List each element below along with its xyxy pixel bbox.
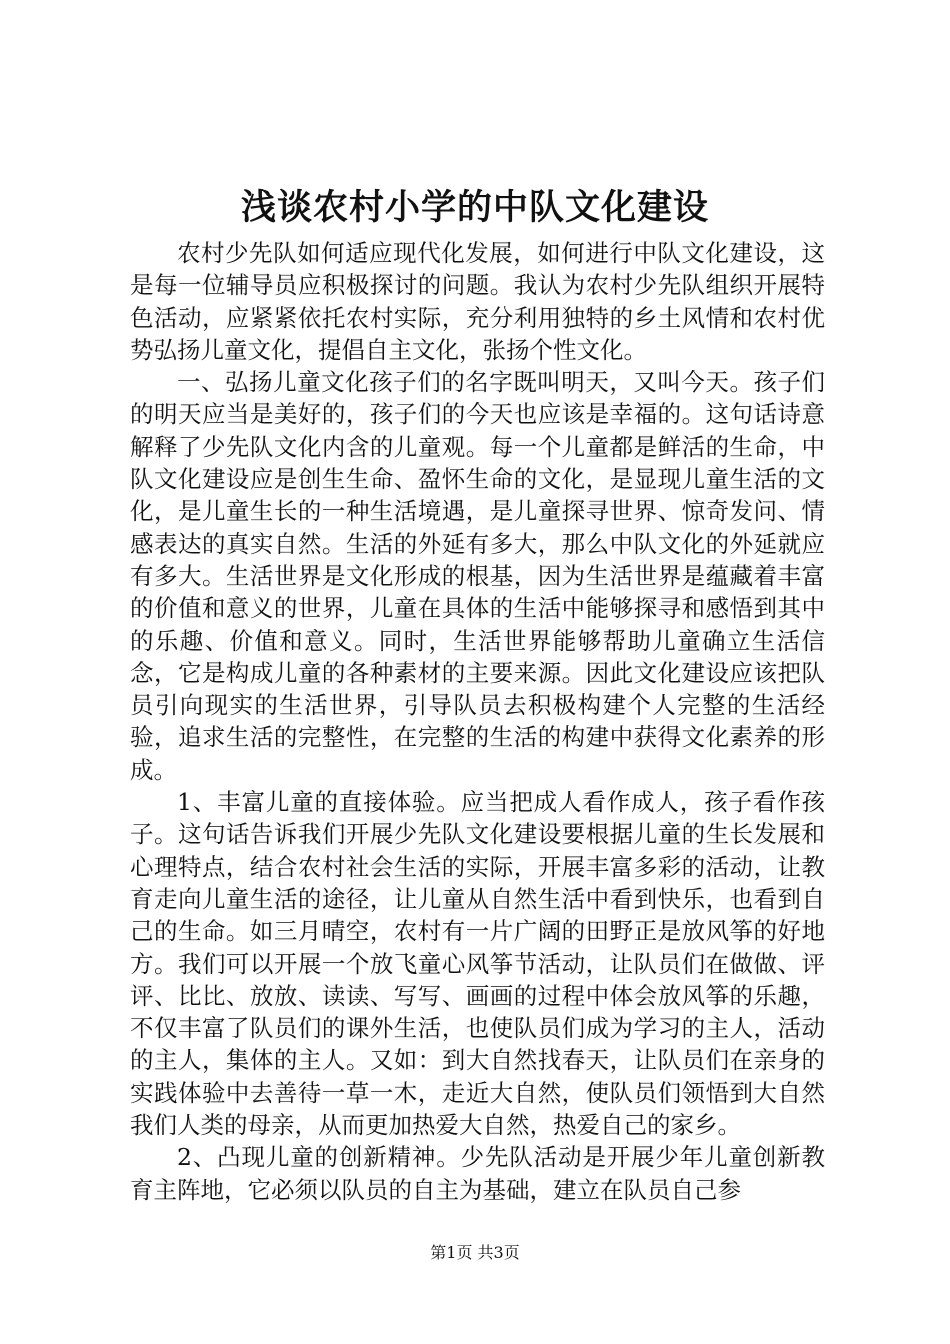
- paragraph-intro: 农村少先队如何适应现代化发展，如何进行中队文化建设，这是每一位辅导员应积极探讨的问题。我认为农村少先队组织开展特色活动，应紧紧依托农村实际，充分利用独特的乡土风情和农村优势弘扬儿童文化，提倡自主文化，张扬个性文化。: [130, 239, 825, 364]
- document-title: 浅谈农村小学的中队文化建设: [240, 187, 709, 228]
- page-footer: 第1页 共3页: [430, 1243, 520, 1262]
- paragraph-section-1: 一、弘扬儿童文化孩子们的名字既叫明天，又叫今天。孩子们的明天应当是美好的，孩子们的今天也应该是幸福的。这句话诗意解释了少先队文化内含的儿童观。每一个儿童都是鲜活的生命，中队文化建设应是创生生命、盈怀生命的文化，是显现儿童生活的文化，是儿童生长的一种生活境遇，是儿童探寻世界、惊奇发问、情感表达的真实自然。生活的外延有多大，那么中队文化的外延就应有多大。生活世界是文化形成的根基，因为生活世界是蕴藏着丰富的价值和意义的世界，儿童在具体的生活中能够探寻和感悟到其中的乐趣、价值和意义。同时，生活世界能够帮助儿童确立生活信念，它是构成儿童的各种素材的主要来源。因此文化建设应该把队员引向现实的生活世界，引导队员去积极构建个人完整的生活经验，追求生活的完整性，在完整的生活的构建中获得文化素养的形成。: [130, 368, 825, 784]
- paragraph-item-2: 2、凸现儿童的创新精神。少先队活动是开展少年儿童创新教育主阵地，它必须以队员的自主为基础，建立在队员自己参: [130, 1143, 825, 1204]
- paragraph-item-1: 1、丰富儿童的直接体验。应当把成人看作成人，孩子看作孩子。这句话告诉我们开展少先队文化建设要根据儿童的生长发展和心理特点，结合农村社会生活的实际，开展丰富多彩的活动，让教育走向儿童生活的途径，让儿童从自然生活中看到快乐，也看到自己的生命。如三月晴空，农村有一片广阔的田野正是放风筝的好地方。我们可以开展一个放飞童心风筝节活动，让队员们在做做、评评、比比、放放、读读、写写、画画的过程中体会放风筝的乐趣，不仅丰富了队员们的课外生活，也使队员们成为学习的主人，活动的主人，集体的主人。又如：到大自然找春天，让队员们在亲身的实践体验中去善待一草一木，走近大自然，使队员们领悟到大自然我们人类的母亲，从而更加热爱大自然，热爱自己的家乡。: [130, 788, 825, 1140]
- document-body: [130, 237, 825, 1206]
